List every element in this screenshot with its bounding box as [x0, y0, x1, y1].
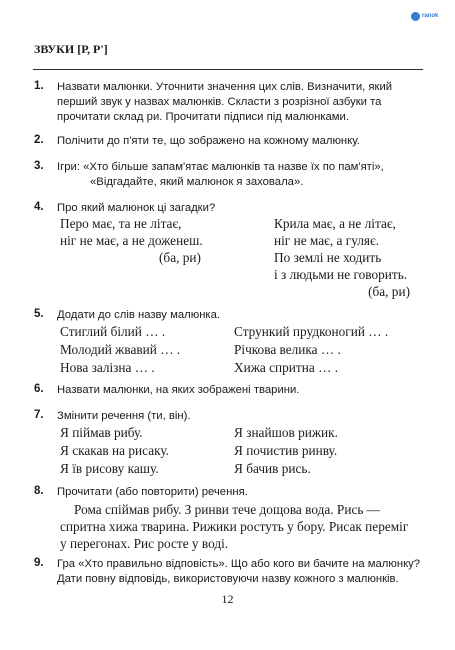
reading-line-3: у перегонах. Рис росте у воді. — [60, 536, 229, 551]
sentence-left-2: Я скакав на рисаку. — [60, 443, 170, 458]
phrase-left-2: Молодий жвавий … . — [60, 342, 181, 357]
publisher-logo-text: ranok — [422, 13, 439, 19]
task-1-number: 1. — [34, 80, 44, 92]
task-6-line-1: Назвати малюнки, на яких зображені тварини. — [57, 384, 300, 396]
riddle-1-line-1: Перо має, та не літає, — [60, 216, 182, 231]
riddle-1-line-2: ніг не має, а не доженеш. — [60, 233, 203, 248]
task-1-line-1: Назвати малюнки. Уточнити значення цих слів. Визначити, який — [57, 81, 393, 93]
task-9-line-2: Дати повну відповідь, використовуючи назву кожного з малюнків. — [57, 573, 399, 585]
task-2-line-1: Полічити до п'яти те, що зображено на кожному малюнку. — [57, 135, 360, 147]
task-7-number: 7. — [34, 409, 44, 421]
riddle-2-line-3: По землі не ходить — [274, 250, 382, 265]
publisher-logo-icon — [411, 12, 420, 21]
sentence-right-3: Я бачив рись. — [234, 461, 311, 476]
phrase-left-1: Стиглий білий … . — [60, 324, 166, 339]
sentence-left-3: Я їв рисову кашу. — [60, 461, 159, 476]
task-3-number: 3. — [34, 160, 44, 172]
task-1-line-3: прочитати склад ри. Прочитати підписи під малюнками. — [57, 111, 350, 123]
task-7-line-1: Змінити речення (ти, він). — [57, 410, 191, 422]
title-rule — [33, 69, 423, 70]
task-1-line-2: перший звук у назвах малюнків. Скласти з розрізної азбуки та — [57, 96, 382, 108]
task-5-line-1: Додати до слів назву малюнка. — [57, 309, 221, 321]
task-4-number: 4. — [34, 201, 44, 213]
page-number: 12 — [221, 592, 234, 606]
task-8-line-1: Прочитати (або повторити) речення. — [57, 486, 248, 498]
riddle-1-answer: (ба, ри) — [159, 250, 201, 265]
riddle-2-line-1: Крила має, а не літає, — [274, 216, 396, 231]
task-4-line-1: Про який малюнок ці загадки? — [57, 202, 216, 214]
task-3-line-2: «Відгадайте, який малюнок я заховала». — [90, 176, 304, 188]
reading-line-2: спритна хижа тварина. Рижики ростуть у бору. Рисак переміг — [60, 519, 409, 534]
reading-line-1: Рома спіймав рибу. З ринви тече дощова вода. Рись — — [74, 502, 381, 517]
phrase-right-2: Річкова велика … . — [234, 342, 341, 357]
phrase-right-3: Хижа спритна … . — [234, 360, 339, 375]
task-2-number: 2. — [34, 134, 44, 146]
sentence-left-1: Я піймав рибу. — [60, 425, 143, 440]
task-8-number: 8. — [34, 485, 44, 497]
task-3-line-1: Ігри: «Хто більше запам'ятає малюнків та назве їх по пам'яті», — [57, 161, 384, 173]
sentence-right-1: Я знайшов рижик. — [234, 425, 338, 440]
phrase-left-3: Нова залізна … . — [60, 360, 155, 375]
phrase-right-1: Стрункий прудконогий … . — [234, 324, 389, 339]
riddle-2-answer: (ба, ри) — [368, 284, 410, 299]
task-6-number: 6. — [34, 383, 44, 395]
task-9-line-1: Гра «Хто правильно відповість». Що або кого ви бачите на малюнку? — [57, 558, 421, 570]
task-5-number: 5. — [34, 308, 44, 320]
publisher-logo — [411, 10, 445, 22]
riddle-2-line-2: ніг не має, а гуляє. — [274, 233, 380, 248]
riddle-2-line-4: і з людьми не говорить. — [274, 267, 408, 282]
sentence-right-2: Я почистив ринву. — [234, 443, 338, 458]
page-title: ЗВУКИ [Р, Р'] — [34, 42, 108, 56]
task-9-number: 9. — [34, 557, 44, 569]
